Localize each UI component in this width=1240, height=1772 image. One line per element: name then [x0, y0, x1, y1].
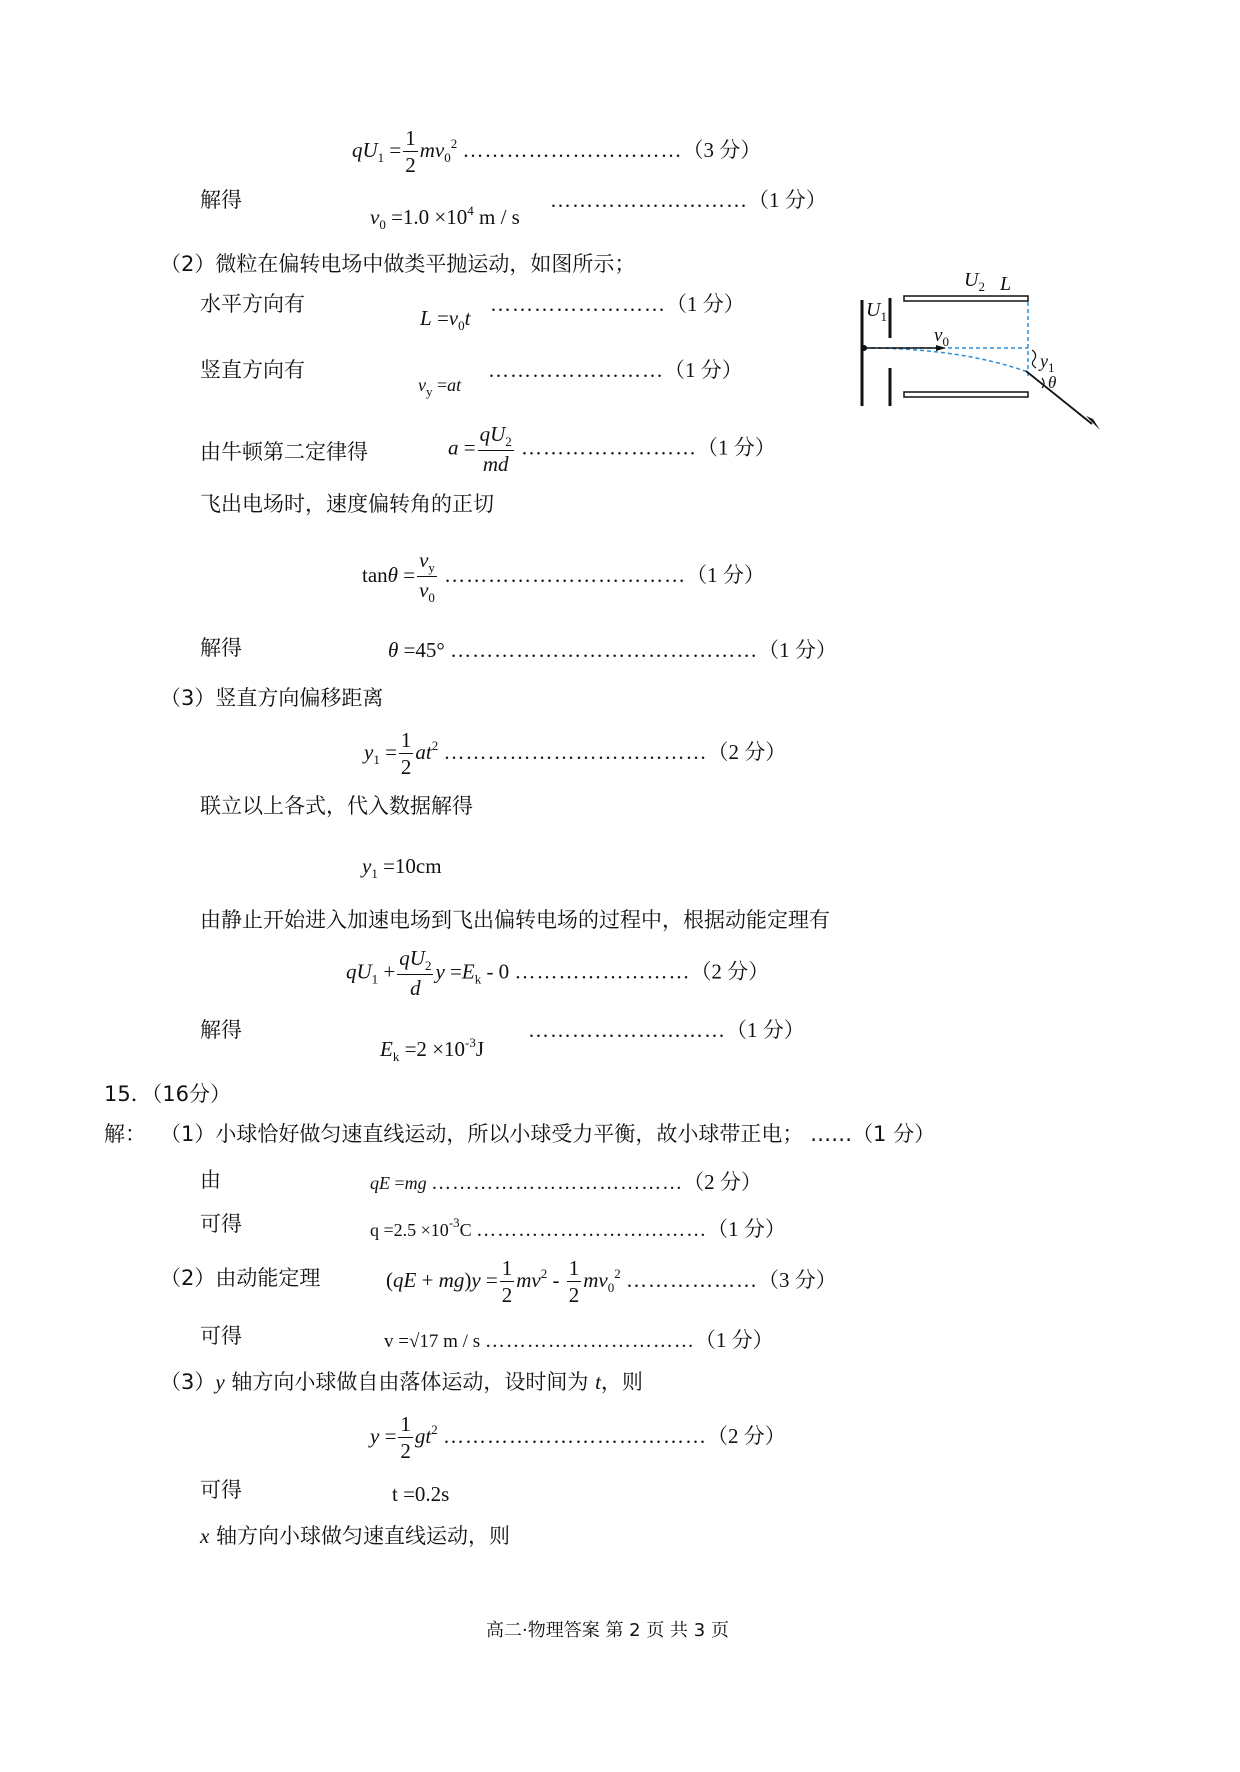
equation-q: $q =2.5 \times 10^{-3}C$ ……………………………（1 分）	[370, 1215, 786, 1241]
equation-ek: $E_k =2 \times 10^{-3}J$	[380, 1035, 485, 1064]
label-l: L	[1000, 273, 1012, 295]
vertical-label: 竖直方向有	[200, 358, 305, 382]
solve-prefix: 解：	[104, 1122, 146, 1146]
q15-part-3: （3）y 轴方向小球做自由落体运动，设时间为 t，则	[160, 1370, 643, 1394]
newton-label: 由牛顿第二定律得	[200, 440, 368, 464]
equation-v0-result: $v_0 =1.0 \times 10^4$ m / s	[370, 203, 520, 232]
q15-part-1: （1）小球恰好做匀速直线运动，所以小球受力平衡，故小球带正电； ……（1 分）	[160, 1122, 936, 1146]
tan-intro: 飞出电场时，速度偏转角的正切	[200, 492, 494, 516]
score-row: ………………………（1 分）	[550, 188, 827, 212]
horizontal-label: 水平方向有	[200, 292, 305, 316]
equation-a: a = $\frac{qU_2}{md}$ ……………………（1 分）	[448, 422, 776, 476]
solve-label: 解得	[200, 636, 242, 660]
solve-label: 解得	[200, 188, 242, 212]
equation-vy: $v_y =at$	[418, 375, 462, 399]
equation-energy-theorem: $qU_1$ + $\frac{qU_2}{d}$ $y =E_k - 0$ ……………………（2 分）	[346, 946, 770, 1000]
energy-text: 由静止开始进入加速电场到飞出偏转电场的过程中，根据动能定理有	[200, 908, 830, 932]
equation-v: v =√17 m / s …………………………（1 分）	[384, 1328, 774, 1352]
get-label: 可得	[200, 1212, 242, 1236]
score-row: ……………………（1 分）	[488, 358, 743, 382]
equation-y: y = $\frac{1}{2}$ $gt^2$ ………………………………（2 分）	[370, 1412, 786, 1463]
question-15-header: 15．（16分）	[104, 1082, 231, 1106]
label-u1: $U_1$	[866, 299, 887, 324]
label-u2: $U_2$	[964, 269, 985, 294]
equation-qe-mg: qE =mg ………………………………（2 分）	[370, 1170, 762, 1194]
equation-kinetic: (qE + mg)y = $\frac{1}{2}$ $mv^2$ - $\frac{1}{2}$ $mv_0^2$ ………………（3 分）	[386, 1256, 837, 1307]
combine-text: 联立以上各式，代入数据解得	[200, 794, 473, 818]
by-label: 由	[200, 1168, 221, 1192]
get-label: 可得	[200, 1478, 242, 1502]
equation-theta: θ =45° ……………………………………（1 分）	[388, 638, 837, 662]
equation-y1-result: $y_1 =10cm$	[362, 854, 442, 881]
q15-part-2: （2）由动能定理	[160, 1266, 321, 1290]
part-2-heading: （2）微粒在偏转电场中做类平抛运动，如图所示；	[160, 252, 636, 276]
equation-energy-accel: $qU_1$ = $\frac{1}{2}$ $mv_0^2$ …………………………（3 分）	[352, 126, 762, 177]
equation-y1: $y_1$ = $\frac{1}{2}$ $at^2$ ………………………………（2 分）	[364, 728, 787, 779]
solve-label: 解得	[200, 1018, 242, 1042]
x-axis-text: x 轴方向小球做匀速直线运动，则	[200, 1524, 511, 1548]
score: （3 分）	[682, 137, 762, 162]
label-v0: $v_0$	[934, 325, 949, 349]
label-theta: θ	[1048, 373, 1057, 392]
score-row: ……………………（1 分）	[490, 292, 745, 316]
part-3-heading: （3）竖直方向偏移距离	[160, 686, 384, 710]
get-label: 可得	[200, 1324, 242, 1348]
label-y1: $y_1$	[1040, 351, 1055, 375]
equation-L: $L =v_0t$	[420, 306, 471, 333]
equation-t: t =0.2s	[392, 1482, 450, 1506]
equation-tan: tanθ = $\frac{v_y}{v_0}$ ……………………………（1 分）	[362, 548, 765, 605]
page-footer: 高二·物理答案 第 2 页 共 3 页	[486, 1620, 729, 1641]
score-row: ………………………（1 分）	[528, 1018, 805, 1042]
